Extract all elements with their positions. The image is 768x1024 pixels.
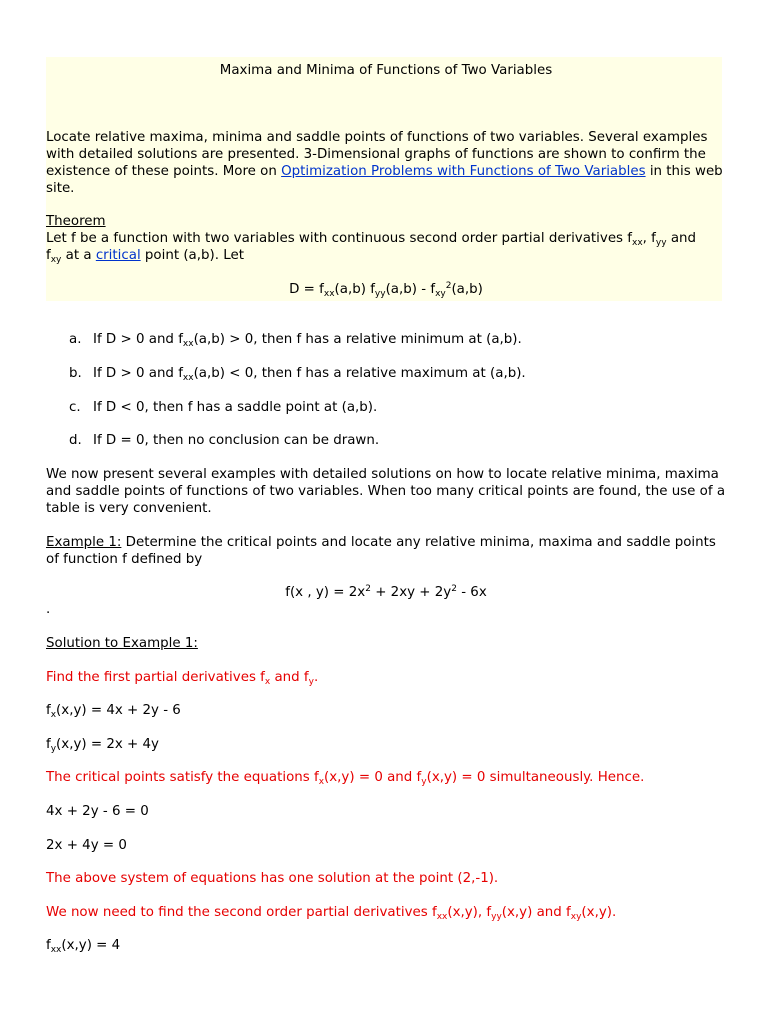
condition-label: c. bbox=[69, 400, 81, 415]
fy-sub: y bbox=[50, 744, 57, 754]
system-solution: The above system of equations has one solution at the point (2,-1). bbox=[46, 871, 499, 886]
page-title-text: Maxima and Minima of Functions of Two Variables bbox=[219, 63, 553, 78]
condition-d bbox=[69, 432, 709, 449]
solution-heading: Solution to Example 1: bbox=[46, 636, 198, 651]
system-equation-2: 2x + 4y = 0 bbox=[46, 838, 127, 853]
step1-text: Find the first partial derivatives f bbox=[46, 670, 265, 685]
formula-p3: (a,b) bbox=[451, 282, 483, 297]
d-formula bbox=[46, 281, 726, 298]
sub-xy: xy bbox=[50, 255, 62, 265]
theorem-block bbox=[46, 213, 726, 264]
condition-text-end: (a,b) > 0, then f has a relative minimum at (a,b). bbox=[193, 332, 522, 347]
example1-heading: Example 1: bbox=[46, 535, 122, 550]
fxx-sub: xx bbox=[50, 945, 62, 955]
condition-a bbox=[69, 331, 709, 348]
fx-rest: (x,y) = 4x + 2y - 6 bbox=[56, 703, 181, 718]
theorem-text bbox=[46, 230, 726, 264]
critical-points-statement bbox=[46, 769, 726, 786]
critical-text-a: The critical points satisfy the equations f bbox=[46, 770, 319, 785]
condition-text: If D > 0 and f bbox=[93, 366, 183, 381]
condition-text: If D = 0, then no conclusion can be drawn. bbox=[93, 433, 380, 448]
formula-sub-xy: xy bbox=[435, 289, 446, 299]
theorem-point-tail: point (a,b). Let bbox=[140, 248, 244, 263]
second-order-statement bbox=[46, 904, 726, 921]
second-text-c: (x,y) and f bbox=[501, 905, 571, 920]
formula-square: 2 bbox=[445, 281, 452, 291]
fxx-rest: (x,y) = 4 bbox=[61, 938, 121, 953]
fx-sub: x bbox=[50, 710, 57, 720]
fx-f: f bbox=[46, 703, 51, 718]
fxx-equation bbox=[46, 937, 726, 954]
second-text-b: (x,y), f bbox=[447, 905, 492, 920]
intro-paragraph bbox=[46, 129, 726, 197]
theorem-and: and bbox=[666, 231, 697, 246]
examples-intro: We now present several examples with detailed solutions on how to locate relative minima, maxima and saddle points of functions of two variables. When too many critical points are found, the use of a table is very convenient. bbox=[46, 467, 726, 516]
fxx-f: f bbox=[46, 938, 51, 953]
sub-yy: yy bbox=[655, 238, 667, 248]
condition-label: b. bbox=[69, 366, 82, 381]
critical-sub-x: x bbox=[318, 777, 325, 787]
func-part-a: f(x , y) = 2x bbox=[285, 585, 366, 600]
formula-sub-xx: xx bbox=[323, 289, 335, 299]
fy-f: f bbox=[46, 737, 51, 752]
condition-label: d. bbox=[69, 433, 82, 448]
theorem-line1: Let f be a function with two variables with continuous second order partial derivatives f bbox=[46, 231, 633, 246]
formula-sub-yy: yy bbox=[374, 289, 386, 299]
step1-dot: . bbox=[313, 670, 319, 685]
fx-equation bbox=[46, 702, 726, 719]
critical-link[interactable]: critical bbox=[95, 248, 141, 263]
step1-sub-y: y bbox=[308, 677, 314, 687]
system-equation-1: 4x + 2y - 6 = 0 bbox=[46, 804, 149, 819]
formula-d: D = f bbox=[289, 282, 324, 297]
critical-sub-y: y bbox=[421, 777, 427, 787]
theorem-at-a: at a bbox=[61, 248, 96, 263]
example1-text: Determine the critical points and locate any relative minima, maxima and saddle points of function f defined by bbox=[46, 535, 716, 567]
condition-sub: xx bbox=[182, 373, 194, 383]
theorem-heading: Theorem bbox=[46, 214, 106, 229]
condition-label: a. bbox=[69, 332, 82, 347]
fy-equation bbox=[46, 736, 726, 753]
theorem-f: f bbox=[46, 248, 51, 263]
theorem-fyy: , f bbox=[642, 231, 656, 246]
intro-text-end: in this web site. bbox=[46, 164, 723, 196]
func-square-1: 2 bbox=[365, 584, 371, 594]
second-sub-yy: yy bbox=[491, 912, 502, 922]
second-sub-xy: xy bbox=[570, 912, 582, 922]
func-part-c: - 6x bbox=[456, 585, 487, 600]
condition-sub: xx bbox=[182, 339, 194, 349]
optimization-link[interactable]: Optimization Problems with Functions of Two Variables bbox=[281, 164, 646, 179]
second-text-a: We now need to find the second order partial derivatives f bbox=[46, 905, 437, 920]
page-title bbox=[46, 62, 726, 79]
func-part-b: + 2xy + 2y bbox=[370, 585, 452, 600]
sub-xx: xx bbox=[632, 238, 643, 248]
func-square-2: 2 bbox=[451, 584, 457, 594]
example1-dot: . bbox=[46, 602, 51, 617]
example1-statement bbox=[46, 534, 726, 568]
critical-text-b: (x,y) = 0 and f bbox=[324, 770, 422, 785]
second-text-d: (x,y). bbox=[581, 905, 617, 920]
example1-function bbox=[46, 584, 726, 601]
condition-text: If D > 0 and f bbox=[93, 332, 183, 347]
condition-text-end: (a,b) < 0, then f has a relative maximum at (a,b). bbox=[193, 366, 526, 381]
condition-text: If D < 0, then f has a saddle point at (a,b). bbox=[93, 400, 378, 415]
step-first-partials bbox=[46, 669, 726, 686]
intro-text: Locate relative maxima, minima and saddle points of functions of two variables. Several examples with detailed solutions are presented. 3-Dimensional graphs of functions are shown to confirm the existence of these points. More on bbox=[46, 130, 708, 179]
formula-p2: (a,b) - f bbox=[385, 282, 436, 297]
formula-p1: (a,b) f bbox=[334, 282, 375, 297]
condition-b bbox=[69, 365, 709, 382]
second-sub-xx: xx bbox=[436, 912, 448, 922]
condition-c bbox=[69, 399, 709, 416]
critical-text-c: (x,y) = 0 simultaneously. Hence. bbox=[426, 770, 645, 785]
step1-sub-x: x bbox=[264, 677, 271, 687]
step1-and: and f bbox=[270, 670, 309, 685]
fy-rest: (x,y) = 2x + 4y bbox=[56, 737, 159, 752]
